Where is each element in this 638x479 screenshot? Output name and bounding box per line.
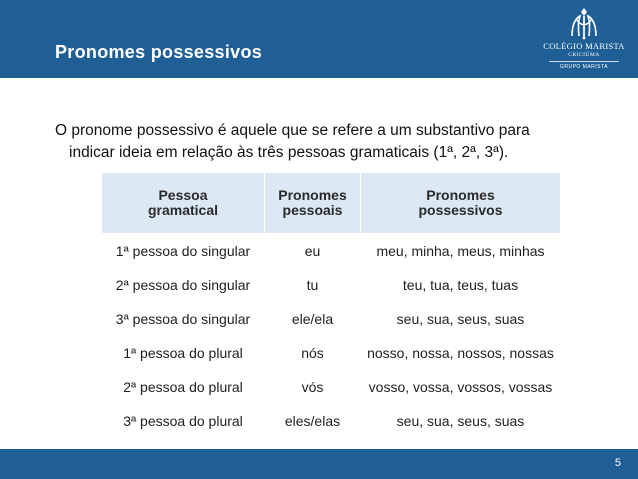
header-bar	[0, 0, 638, 78]
cell-pessoais: ele/ela	[265, 302, 361, 336]
table-row	[102, 404, 561, 438]
table-row	[102, 234, 561, 268]
table-row	[102, 336, 561, 370]
marista-logo	[538, 6, 630, 74]
cell-possessivos: teu, tua, teus, tuas	[361, 268, 561, 302]
pronouns-table	[101, 172, 561, 438]
intro-text	[55, 120, 595, 164]
cell-pessoais: tu	[265, 268, 361, 302]
cell-pessoais: nós	[265, 336, 361, 370]
cell-possessivos: meu, minha, meus, minhas	[361, 234, 561, 268]
cell-possessivos: nosso, nossa, nossos, nossas	[361, 336, 561, 370]
page-number: 5	[614, 457, 621, 469]
cell-pessoais: eles/elas	[265, 404, 361, 438]
cell-pessoa: 3ª pessoa do singular	[102, 302, 265, 336]
logo-divider	[549, 61, 619, 62]
cell-possessivos: vosso, vossa, vossos, vossas	[361, 370, 561, 404]
marista-monogram-icon	[564, 6, 604, 40]
table-row	[102, 302, 561, 336]
cell-pessoa: 1ª pessoa do plural	[102, 336, 265, 370]
cell-pessoa: 3ª pessoa do plural	[102, 404, 265, 438]
table-header-row	[102, 173, 561, 234]
logo-name: COLÉGIO MARISTA	[543, 41, 625, 51]
header-possessivos: Pronomes possessivos	[361, 173, 561, 234]
cell-pessoa: 2ª pessoa do singular	[102, 268, 265, 302]
header-pessoais: Pronomes pessoais	[265, 173, 361, 234]
cell-pessoa: 1ª pessoa do singular	[102, 234, 265, 268]
cell-pessoais: eu	[265, 234, 361, 268]
footer-bar	[0, 449, 638, 479]
cell-possessivos: seu, sua, seus, suas	[361, 302, 561, 336]
logo-group: GRUPO MARISTA	[559, 64, 609, 70]
cell-possessivos: seu, sua, seus, suas	[361, 404, 561, 438]
intro-line-2: indicar ideia em relação às três pessoas gramaticais (1ª, 2ª, 3ª).	[69, 144, 509, 161]
table-row	[102, 370, 561, 404]
slide-title: Pronomes possessivos	[55, 42, 263, 62]
intro-line-1: O pronome possessivo é aquele que se refere a um substantivo para	[55, 122, 530, 139]
cell-pessoa: 2ª pessoa do plural	[102, 370, 265, 404]
cell-pessoais: vós	[265, 370, 361, 404]
header-pessoa: Pessoa gramatical	[102, 173, 265, 234]
logo-city: CRICIÚMA	[568, 52, 600, 58]
table-row	[102, 268, 561, 302]
